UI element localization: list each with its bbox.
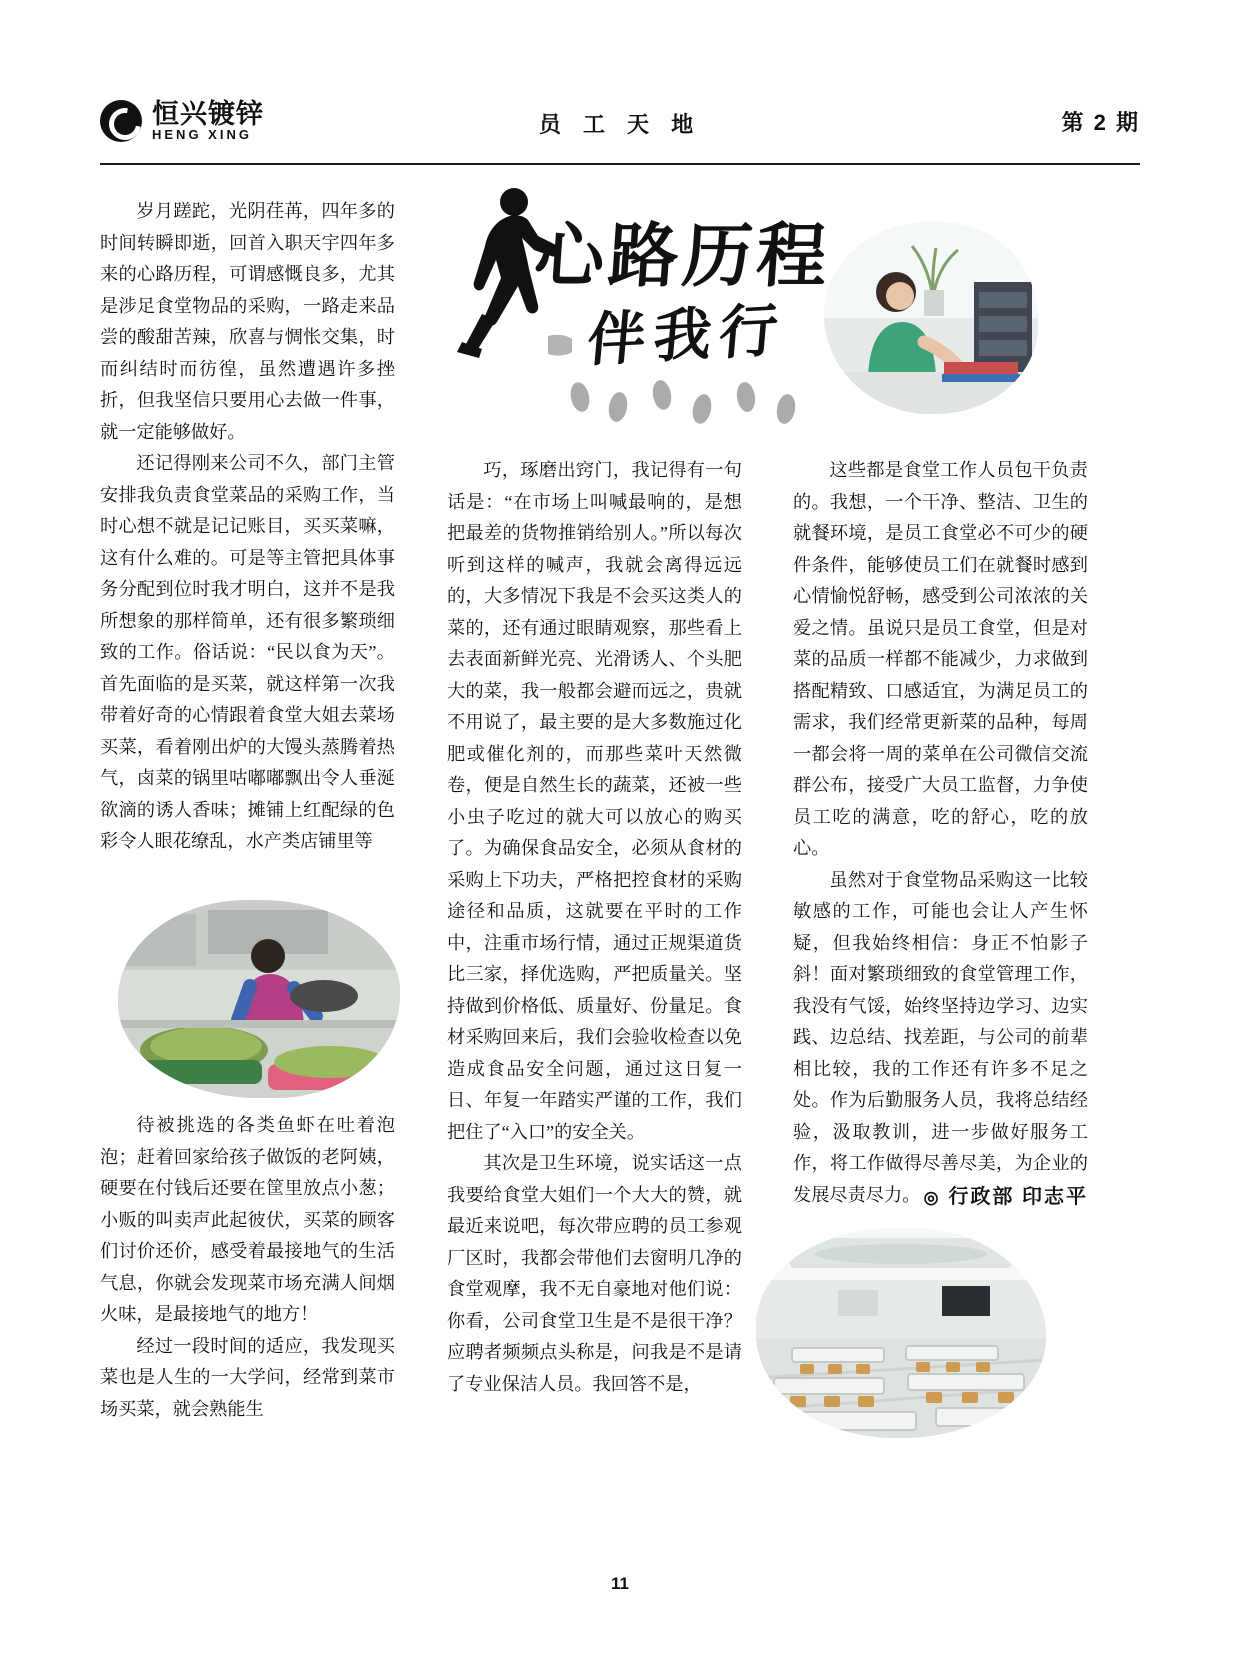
photo-canteen-dining-hall bbox=[756, 1228, 1046, 1438]
footprints-icon bbox=[550, 375, 830, 425]
paragraph: 岁月蹉跎，光阴荏苒，四年多的时间转瞬即逝，回首入职天宇四年多来的心路历程，可谓感慨良多，尤其是涉足食堂物品的采购，一路走来品尝的酸甜苦辣，欣喜与惆怅交集，时而纠结时而彷徨，虽然遭遇许多挫折，但我坚信只要用心去做一件事，就一定能够做好。 bbox=[100, 201, 395, 442]
signature-name: 行政部 印志平 bbox=[948, 1186, 1088, 1208]
article-signature bbox=[793, 1180, 1088, 1209]
column-1-bottom bbox=[100, 1110, 395, 1425]
paragraph: 经过一段时间的适应，我发现买菜也是人生的一大学问，经常到菜市场买菜，就会熟能生 bbox=[100, 1335, 395, 1419]
issue-number: 第 2 期 bbox=[1061, 110, 1140, 135]
masthead bbox=[100, 100, 1140, 162]
logo-name-cn: 恒兴镀锌 bbox=[152, 99, 264, 129]
paragraph: 其次是卫生环境，说实话这一点我要给食堂大姐们一个大大的赞，就最近来说吧，每次带应聘的员工参观厂区时，我都会带他们去窗明几净的食堂观摩，我不无自豪地对他们说：你看，公司食堂卫生是不是很干净？应聘者频频点头称是，问我是不是请了专业保洁人员。我回答不是， bbox=[447, 1153, 742, 1394]
paragraph: 待被挑选的各类鱼虾在吐着泡泡；赶着回家给孩子做饭的老阿姨，硬要在付钱后还要在筐里放点小葱；小贩的叫卖声此起彼伏，买菜的顾客们讨价还价，感受着最接地气的生活气息，你就会发现菜市场充满人间烟火味，是最接地气的地方！ bbox=[100, 1115, 395, 1324]
masthead-divider bbox=[100, 163, 1140, 165]
article-title-main: 心路历程 bbox=[531, 217, 834, 295]
signature-mark: ◎ bbox=[923, 1188, 941, 1207]
photo-kitchen-vegetable-prep bbox=[118, 900, 400, 1098]
column-2 bbox=[447, 455, 742, 1400]
section-title: 员 工 天 地 bbox=[538, 112, 702, 137]
logo-name-en: HENG XING bbox=[152, 127, 252, 143]
photo-office-worker bbox=[824, 222, 1038, 414]
page-number: 11 bbox=[611, 1574, 629, 1593]
article-title-sub: 伴我行 bbox=[584, 297, 789, 374]
paragraph: 这些都是食堂工作人员包干负责的。我想，一个干净、整洁、卫生的就餐环境，是员工食堂必不可少的硬件条件，能够使员工们在就餐时感到心情愉悦舒畅，感受到公司浓浓的关爱之情。虽说只是员工食堂，但是对菜的品质一样都不能减少，力求做到搭配精致、口感适宜，为满足员工的需求，我们经常更新菜的品种，每周一都会将一周的菜单在公司微信交流群公布，接受广大员工监督，力争使员工吃的满意，吃的舒心，吃的放心。 bbox=[793, 460, 1088, 858]
column-3 bbox=[793, 455, 1088, 1211]
column-1-top bbox=[100, 196, 395, 858]
paragraph: 巧，琢磨出窍门，我记得有一句话是：“在市场上叫喊最响的，是想把最差的货物推销给别人。”所以每次听到这样的喊声，我就会离得远远的，大多情况下我是不会买这类人的菜的，还有通过眼睛观察，那些看上去表面新鲜光亮、光滑诱人、个头肥大的菜，我一般都会避而远之，贵就不用说了，最主要的是大多数施过化肥或催化剂的，而那些菜叶天然微卷，便是自然生长的蔬菜，还被一些小虫子吃过的就大可以放心的购买了。为确保食品安全，必须从食材的采购上下功夫，严格把控食材的采购途径和品质，这就要在平时的工作中，注重市场行情，通过正规渠道货比三家，择优选购，严把质量关。坚持做到价格低、质量好、份量足。食材采购回来后，我们会验收检查以免造成食品安全问题，通过这日复一日、年复一年踏实严谨的工作，我们把住了“入口”的安全关。 bbox=[447, 460, 742, 1142]
paragraph: 虽然对于食堂物品采购这一比较敏感的工作，可能也会让人产生怀疑，但我始终相信：身正不怕影子斜！面对繁琐细致的食堂管理工作，我没有气馁，始终坚持边学习、边实践、边总结、找差距，与公司的前辈相比较，我的工作还有许多不足之处。作为后勤服务人员，我将总结经验，汲取教训，进一步做好服务工作，将工作做得尽善尽美，为企业的发展尽责尽力。 bbox=[793, 869, 1088, 1205]
paragraph: 还记得刚来公司不久，部门主管安排我负责食堂菜品的采购工作，当时心想不就是记记账目，买买菜嘛，这有什么难的。可是等主管把具体事务分配到位时我才明白，这并不是我所想象的那样简单，还有很多繁琐细致的工作。俗话说：“民以食为天”。首先面临的是买菜，就这样第一次我带着好奇的心情跟着食堂大姐去菜场买菜，看着刚出炉的大馒头蒸腾着热气，卤菜的锅里咕嘟嘟飘出令人垂涎欲滴的诱人香味；摊铺上红配绿的色彩令人眼花缭乱，水产类店铺里等 bbox=[100, 453, 395, 851]
article-title-art bbox=[440, 180, 840, 430]
